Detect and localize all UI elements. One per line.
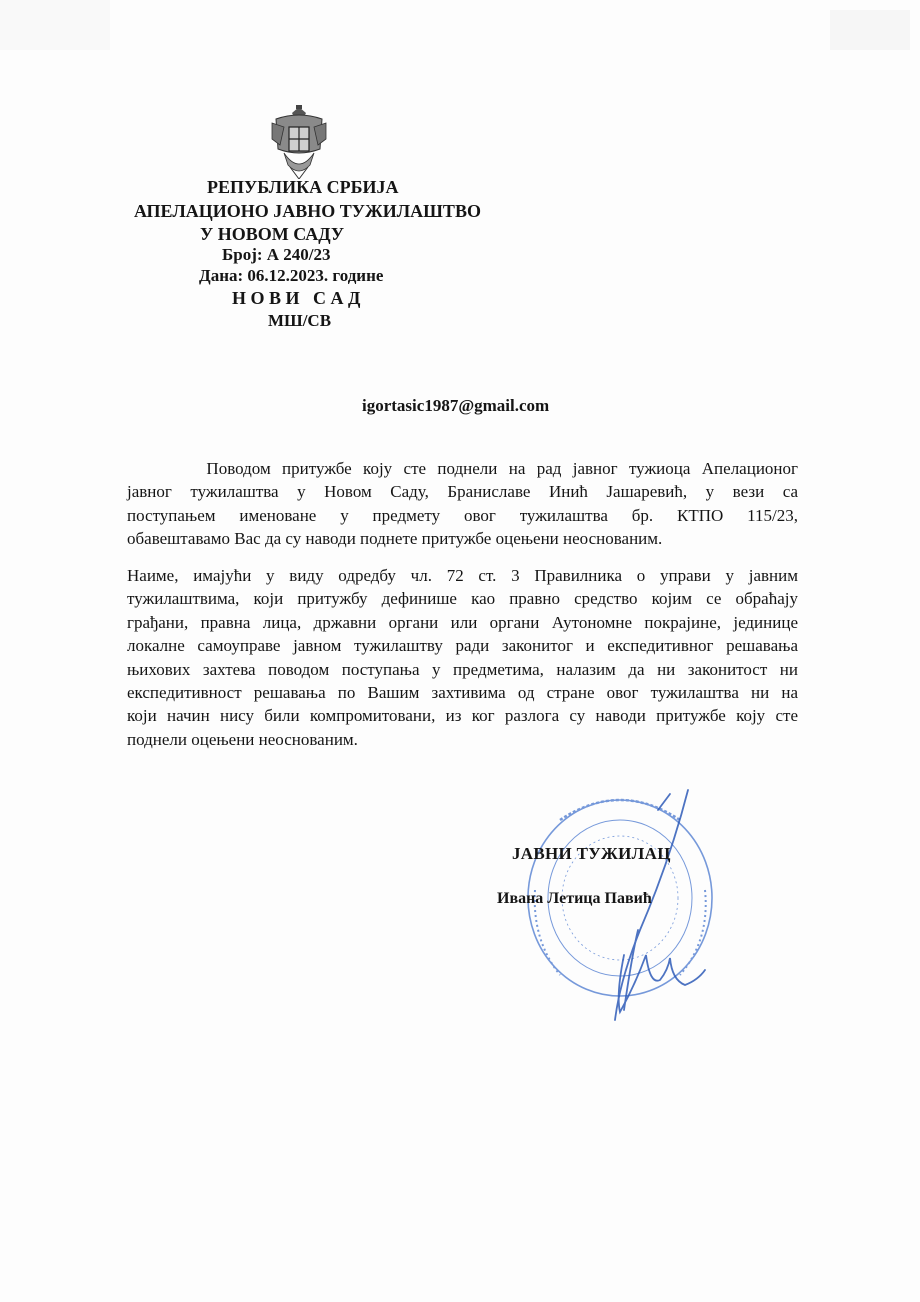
coat-of-arms-icon <box>270 105 328 179</box>
header-institution: АПЕЛАЦИОНО ЈАВНО ТУЖИЛАШТВО <box>134 201 481 221</box>
paragraph-line: поднели оцењени неоснованим. <box>127 729 358 749</box>
paragraph-line: поступањем именоване у предмету овог тужилаштва бр. КТПО 115/23, <box>127 505 798 525</box>
paragraph-line: Наиме, имајући у виду одредбу чл. 72 ст. 3 Правилника о управи у јавним <box>127 566 798 585</box>
paragraph-line: њихових захтева поводом поступања у предметима, налазим да ни законитост ни <box>127 659 798 679</box>
document-date: Дана: 06.12.2023. године <box>199 266 384 285</box>
paragraph-line: јавног тужилаштва у Новом Саду, Браниславе Инић Јашаревић, у вези са <box>127 482 798 502</box>
paragraph-line: грађани, правна лица, државни органи или органи Аутономне покрајине, јединице <box>127 612 798 632</box>
header-city: Н О В И С А Д <box>232 288 361 308</box>
paragraph-line: експедитивност решавања по Вашим захтивима од стране овог тужилаштва ни на <box>127 683 798 703</box>
paragraph-line: тужилаштвима, који притужбу дефинише као правно средство којим се обраћају <box>127 589 798 609</box>
scan-artifact <box>0 0 110 50</box>
paragraph-line: локалне самоуправе јавном тужилаштву ради законитог и експедитивног решавања <box>127 636 798 656</box>
header-initials: МШ/СВ <box>268 311 332 330</box>
signatory-name: Ивана Летица Павић <box>497 890 652 907</box>
paragraph-1 <box>127 457 798 551</box>
scan-artifact <box>830 10 910 50</box>
header-location: У НОВОМ САДУ <box>200 224 345 244</box>
document-number: Број: А 240/23 <box>222 245 331 264</box>
signatory-title: ЈАВНИ ТУЖИЛАЦ <box>512 844 671 863</box>
paragraph-line: који начин нису били компромитовани, из ког разлога су наводи притужбе коју сте <box>127 706 798 726</box>
paragraph-line: Поводом притужбе коју сте поднели на рад јавног тужиоца Апелационог <box>127 459 798 478</box>
paragraph-line: обавештавамо Вас да су наводи поднете притужбе оцењени неоснованим. <box>127 529 663 549</box>
header-country: РЕПУБЛИКА СРБИЈА <box>207 177 399 197</box>
paragraph-2 <box>127 564 798 751</box>
recipient-email: igortasic1987@gmail.com <box>362 396 550 415</box>
